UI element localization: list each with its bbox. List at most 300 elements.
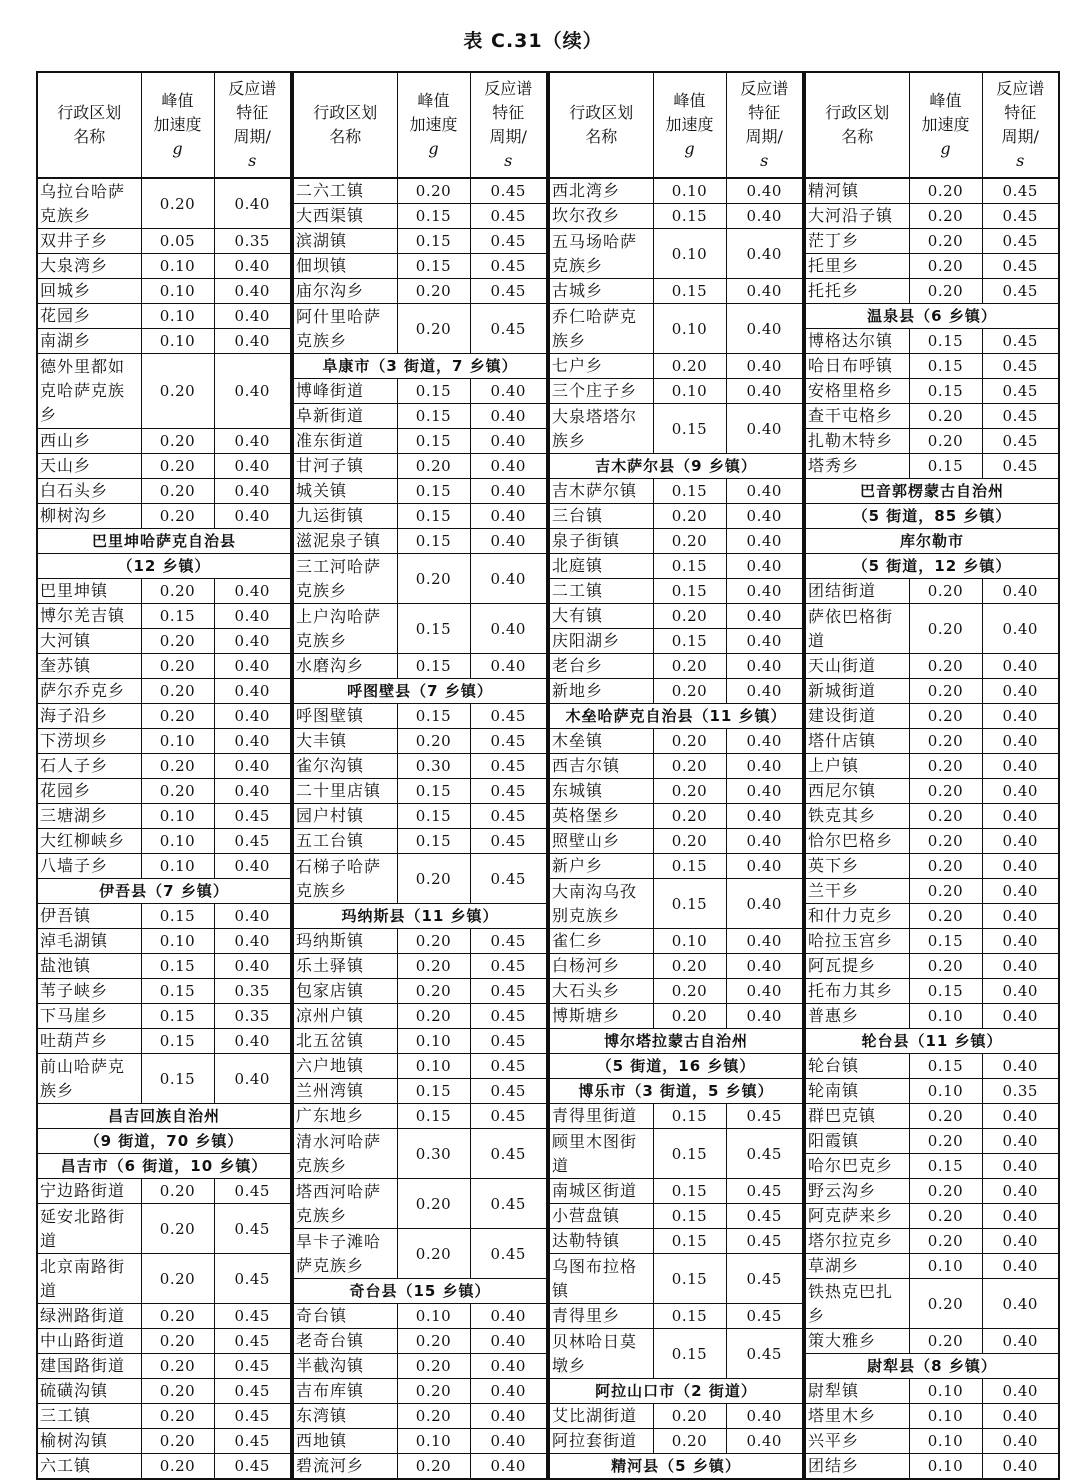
response-spectrum-period: 0.45 — [470, 854, 547, 904]
table-row — [293, 929, 547, 954]
peak-acceleration: 0.15 — [397, 829, 470, 854]
region-name: 新地乡 — [549, 679, 653, 704]
region-name: 佃坝镇 — [293, 254, 397, 279]
peak-acceleration: 0.10 — [653, 178, 726, 204]
table-row — [805, 1204, 1059, 1229]
response-spectrum-period: 0.40 — [982, 1254, 1059, 1279]
response-spectrum-period: 0.40 — [982, 579, 1059, 604]
region-name: 哈尔巴克乡 — [805, 1154, 909, 1179]
peak-acceleration: 0.15 — [141, 1029, 214, 1054]
table-row — [37, 1404, 291, 1429]
region-name: 旱卡子滩哈萨克族乡 — [293, 1229, 397, 1279]
section-heading: 尉犁县（8 乡镇） — [805, 1354, 1059, 1379]
region-name: 轮台镇 — [805, 1054, 909, 1079]
peak-acceleration: 0.15 — [653, 1104, 726, 1129]
region-name: 天山乡 — [37, 454, 141, 479]
response-spectrum-period: 0.40 — [214, 178, 291, 229]
peak-acceleration: 0.20 — [141, 1404, 214, 1429]
table-row — [805, 379, 1059, 404]
response-spectrum-period: 0.40 — [214, 754, 291, 779]
response-spectrum-period: 0.45 — [214, 804, 291, 829]
response-spectrum-period: 0.35 — [214, 1004, 291, 1029]
region-name: 中山路街道 — [37, 1329, 141, 1354]
table-row — [805, 804, 1059, 829]
region-name: 和什力克乡 — [805, 904, 909, 929]
peak-acceleration: 0.15 — [653, 479, 726, 504]
peak-acceleration: 0.20 — [653, 354, 726, 379]
table-row — [293, 654, 547, 679]
peak-acceleration: 0.20 — [397, 929, 470, 954]
response-spectrum-period: 0.40 — [982, 1429, 1059, 1454]
peak-acceleration: 0.20 — [397, 1004, 470, 1029]
table-row — [549, 779, 803, 804]
response-spectrum-period: 0.45 — [470, 1179, 547, 1229]
region-name: 阜新街道 — [293, 404, 397, 429]
peak-acceleration: 0.20 — [141, 1179, 214, 1204]
header-period-line: 特征 — [748, 103, 781, 122]
response-spectrum-period: 0.45 — [982, 279, 1059, 304]
peak-acceleration: 0.15 — [653, 1204, 726, 1229]
header-pga-line: 加速度 — [665, 115, 714, 134]
region-name: 安格里格乡 — [805, 379, 909, 404]
region-name: 托托乡 — [805, 279, 909, 304]
response-spectrum-period: 0.40 — [470, 1454, 547, 1480]
table-row — [293, 1354, 547, 1379]
peak-acceleration: 0.20 — [909, 879, 982, 904]
response-spectrum-period: 0.45 — [982, 178, 1059, 204]
response-spectrum-period: 0.40 — [726, 379, 803, 404]
response-spectrum-period: 0.40 — [982, 904, 1059, 929]
table-row — [805, 1379, 1059, 1404]
table-row — [37, 178, 291, 229]
region-name: 北庭镇 — [549, 554, 653, 579]
region-name: 吐葫芦乡 — [37, 1029, 141, 1054]
peak-acceleration: 0.20 — [909, 754, 982, 779]
table-row — [293, 254, 547, 279]
peak-acceleration: 0.20 — [397, 304, 470, 354]
region-name: 硫磺沟镇 — [37, 1379, 141, 1404]
header-name — [805, 72, 909, 178]
response-spectrum-period: 0.45 — [982, 404, 1059, 429]
header-pga-line: 加速度 — [921, 115, 970, 134]
region-name: 大河沿子镇 — [805, 204, 909, 229]
table-row — [37, 354, 291, 429]
table-row — [37, 779, 291, 804]
peak-acceleration: 0.20 — [653, 804, 726, 829]
table-row — [805, 929, 1059, 954]
region-name: 北京南路街道 — [37, 1254, 141, 1304]
region-name: 甘河子镇 — [293, 454, 397, 479]
peak-acceleration: 0.20 — [397, 454, 470, 479]
header-period-line: 周期/ — [1001, 127, 1039, 146]
table-row — [549, 204, 803, 229]
table-row — [805, 879, 1059, 904]
table-row — [37, 654, 291, 679]
peak-acceleration: 0.15 — [909, 929, 982, 954]
region-name: 博峰街道 — [293, 379, 397, 404]
table-row — [805, 1229, 1059, 1254]
table-row — [37, 1429, 291, 1454]
response-spectrum-period: 0.45 — [982, 329, 1059, 354]
response-spectrum-period: 0.45 — [982, 204, 1059, 229]
table-row — [805, 279, 1059, 304]
table-row — [293, 604, 547, 654]
region-name: 大红柳峡乡 — [37, 829, 141, 854]
section-row — [37, 1154, 291, 1179]
peak-acceleration: 0.15 — [397, 529, 470, 554]
response-spectrum-period: 0.40 — [214, 304, 291, 329]
response-spectrum-period: 0.40 — [214, 504, 291, 529]
region-name: 新城街道 — [805, 679, 909, 704]
region-name: 塔西河哈萨克族乡 — [293, 1179, 397, 1229]
header-period — [214, 72, 291, 178]
header-period-line: 周期/ — [745, 127, 783, 146]
peak-acceleration: 0.15 — [653, 1229, 726, 1254]
response-spectrum-period: 0.35 — [214, 979, 291, 1004]
header-pga-line: 峰值 — [417, 91, 450, 110]
peak-acceleration: 0.20 — [141, 754, 214, 779]
region-name: 六户地镇 — [293, 1054, 397, 1079]
table-row — [293, 1329, 547, 1354]
peak-acceleration: 0.15 — [653, 1179, 726, 1204]
response-spectrum-period: 0.40 — [726, 854, 803, 879]
region-name: 群巴克镇 — [805, 1104, 909, 1129]
region-name: 五马场哈萨克族乡 — [549, 229, 653, 279]
section-heading: 巴里坤哈萨克自治县 — [37, 529, 291, 554]
response-spectrum-period: 0.40 — [726, 929, 803, 954]
header-pga — [653, 72, 726, 178]
table-row — [805, 779, 1059, 804]
peak-acceleration: 0.15 — [653, 1329, 726, 1379]
response-spectrum-period: 0.40 — [470, 404, 547, 429]
peak-acceleration: 0.20 — [909, 704, 982, 729]
peak-acceleration: 0.20 — [141, 1354, 214, 1379]
table-row — [293, 229, 547, 254]
table-row — [805, 1104, 1059, 1129]
response-spectrum-period: 0.45 — [470, 804, 547, 829]
region-name: 淖毛湖镇 — [37, 929, 141, 954]
table-row — [293, 304, 547, 354]
peak-acceleration: 0.20 — [653, 954, 726, 979]
peak-acceleration: 0.10 — [397, 1429, 470, 1454]
region-name: 西地镇 — [293, 1429, 397, 1454]
region-name: 萨尔乔克乡 — [37, 679, 141, 704]
response-spectrum-period: 0.40 — [726, 178, 803, 204]
region-name: 老台乡 — [549, 654, 653, 679]
peak-acceleration: 0.20 — [909, 779, 982, 804]
peak-acceleration: 0.20 — [141, 1379, 214, 1404]
table-column-2 — [292, 71, 548, 1480]
region-name: 奎苏镇 — [37, 654, 141, 679]
region-name: 白杨河乡 — [549, 954, 653, 979]
peak-acceleration: 0.15 — [397, 704, 470, 729]
region-name: 南湖乡 — [37, 329, 141, 354]
peak-acceleration: 0.15 — [141, 904, 214, 929]
table-row — [805, 1404, 1059, 1429]
region-name: 老奇台镇 — [293, 1329, 397, 1354]
region-name: 水磨沟乡 — [293, 654, 397, 679]
header-period-line: 反应谱 — [740, 79, 789, 98]
table-row — [805, 354, 1059, 379]
region-name: 滨湖镇 — [293, 229, 397, 254]
header-row — [549, 72, 803, 178]
peak-acceleration: 0.15 — [141, 1054, 214, 1104]
region-name: 大泉塔塔尔族乡 — [549, 404, 653, 454]
response-spectrum-period: 0.40 — [214, 629, 291, 654]
region-name: 三工镇 — [37, 1404, 141, 1429]
peak-acceleration: 0.20 — [141, 704, 214, 729]
region-name: 照壁山乡 — [549, 829, 653, 854]
peak-acceleration: 0.15 — [397, 479, 470, 504]
peak-acceleration: 0.15 — [653, 854, 726, 879]
table-row — [549, 579, 803, 604]
response-spectrum-period: 0.40 — [470, 429, 547, 454]
peak-acceleration: 0.15 — [909, 454, 982, 479]
response-spectrum-period: 0.40 — [726, 829, 803, 854]
region-name: 上户沟哈萨克族乡 — [293, 604, 397, 654]
table-row — [37, 1179, 291, 1204]
table-row — [293, 804, 547, 829]
peak-acceleration: 0.10 — [141, 304, 214, 329]
region-name: 东城镇 — [549, 779, 653, 804]
header-period-line: 反应谱 — [484, 79, 533, 98]
region-name: 阿拉套街道 — [549, 1429, 653, 1454]
response-spectrum-period: 0.40 — [982, 654, 1059, 679]
section-heading: 阿拉山口市（2 街道） — [549, 1379, 803, 1404]
region-name: 上户镇 — [805, 754, 909, 779]
response-spectrum-period: 0.35 — [982, 1079, 1059, 1104]
response-spectrum-period: 0.45 — [214, 1429, 291, 1454]
table-row — [293, 554, 547, 604]
response-spectrum-period: 0.40 — [982, 829, 1059, 854]
region-name: 庆阳湖乡 — [549, 629, 653, 654]
header-name-line: 名称 — [329, 127, 362, 146]
response-spectrum-period: 0.40 — [726, 204, 803, 229]
response-spectrum-period: 0.40 — [470, 1329, 547, 1354]
header-pga-line: g — [684, 139, 695, 158]
table-row — [37, 854, 291, 879]
region-name: 艾比湖街道 — [549, 1404, 653, 1429]
response-spectrum-period: 0.45 — [982, 254, 1059, 279]
section-heading: 温泉县（6 乡镇） — [805, 304, 1059, 329]
region-name: 北五岔镇 — [293, 1029, 397, 1054]
peak-acceleration: 0.10 — [909, 1079, 982, 1104]
section-heading: （12 乡镇） — [37, 554, 291, 579]
region-name: 阿克萨来乡 — [805, 1204, 909, 1229]
table-row — [805, 1429, 1059, 1454]
table-row — [549, 504, 803, 529]
section-row — [805, 554, 1059, 579]
response-spectrum-period: 0.45 — [214, 1204, 291, 1254]
table-row — [549, 229, 803, 279]
section-row — [805, 1354, 1059, 1379]
region-name: 哈日布呼镇 — [805, 354, 909, 379]
peak-acceleration: 0.20 — [909, 679, 982, 704]
peak-acceleration: 0.20 — [397, 1404, 470, 1429]
table-row — [293, 404, 547, 429]
peak-acceleration: 0.20 — [909, 1104, 982, 1129]
region-name: 南城区街道 — [549, 1179, 653, 1204]
peak-acceleration: 0.20 — [141, 1454, 214, 1480]
response-spectrum-period: 0.40 — [726, 279, 803, 304]
region-name: 延安北路街道 — [37, 1204, 141, 1254]
response-spectrum-period: 0.35 — [214, 229, 291, 254]
response-spectrum-period: 0.40 — [470, 1404, 547, 1429]
region-name: 榆树沟镇 — [37, 1429, 141, 1454]
response-spectrum-period: 0.40 — [726, 1004, 803, 1029]
region-name: 西吉尔镇 — [549, 754, 653, 779]
region-name: 博尔羌吉镇 — [37, 604, 141, 629]
response-spectrum-period: 0.40 — [214, 1054, 291, 1104]
response-spectrum-period: 0.40 — [982, 1229, 1059, 1254]
peak-acceleration: 0.10 — [653, 929, 726, 954]
response-spectrum-period: 0.40 — [470, 604, 547, 654]
region-name: 七户乡 — [549, 354, 653, 379]
table-row — [549, 829, 803, 854]
peak-acceleration: 0.10 — [653, 304, 726, 354]
response-spectrum-period: 0.40 — [726, 654, 803, 679]
peak-acceleration: 0.20 — [397, 1329, 470, 1354]
table-column-3 — [548, 71, 804, 1480]
region-name: 玛纳斯镇 — [293, 929, 397, 954]
table-row — [37, 829, 291, 854]
peak-acceleration: 0.15 — [909, 979, 982, 1004]
response-spectrum-period: 0.40 — [726, 479, 803, 504]
response-spectrum-period: 0.45 — [214, 1254, 291, 1304]
table-row — [37, 304, 291, 329]
peak-acceleration: 0.20 — [653, 829, 726, 854]
peak-acceleration: 0.20 — [909, 729, 982, 754]
response-spectrum-period: 0.40 — [470, 1379, 547, 1404]
table-row — [805, 1454, 1059, 1480]
table-row — [549, 879, 803, 929]
peak-acceleration: 0.20 — [653, 979, 726, 1004]
table-row — [805, 654, 1059, 679]
region-name: 策大雅乡 — [805, 1329, 909, 1354]
table-row — [549, 1254, 803, 1304]
response-spectrum-period: 0.40 — [726, 779, 803, 804]
section-heading: 轮台县（11 乡镇） — [805, 1029, 1059, 1054]
table-row — [37, 1254, 291, 1304]
peak-acceleration: 0.15 — [909, 379, 982, 404]
response-spectrum-period: 0.45 — [982, 454, 1059, 479]
region-name: 五工台镇 — [293, 829, 397, 854]
region-name: 团结乡 — [805, 1454, 909, 1480]
region-name: 庙尔沟乡 — [293, 279, 397, 304]
table-row — [549, 304, 803, 354]
section-heading: （5 街道，16 乡镇） — [549, 1054, 803, 1079]
region-name: 德外里都如克哈萨克族乡 — [37, 354, 141, 429]
peak-acceleration: 0.15 — [653, 554, 726, 579]
peak-acceleration: 0.15 — [653, 579, 726, 604]
peak-acceleration: 0.15 — [397, 654, 470, 679]
peak-acceleration: 0.10 — [909, 1379, 982, 1404]
header-period-line: 反应谱 — [228, 79, 277, 98]
peak-acceleration: 0.20 — [909, 1129, 982, 1154]
response-spectrum-period: 0.40 — [982, 1404, 1059, 1429]
region-name: 博格达尔镇 — [805, 329, 909, 354]
header-name-line: 行政区划 — [57, 103, 122, 122]
header-pga-line: g — [940, 139, 951, 158]
table-row — [37, 1304, 291, 1329]
region-name: 白石头乡 — [37, 479, 141, 504]
peak-acceleration: 0.20 — [653, 1404, 726, 1429]
region-name: 乐土驿镇 — [293, 954, 397, 979]
table-row — [293, 178, 547, 204]
region-name: 八墙子乡 — [37, 854, 141, 879]
response-spectrum-period: 0.45 — [214, 829, 291, 854]
table-row — [805, 1154, 1059, 1179]
response-spectrum-period: 0.40 — [470, 379, 547, 404]
table-row — [293, 1379, 547, 1404]
response-spectrum-period: 0.45 — [726, 1129, 803, 1179]
table-row — [549, 804, 803, 829]
peak-acceleration: 0.20 — [141, 1329, 214, 1354]
region-name: 托里乡 — [805, 254, 909, 279]
table-row — [293, 429, 547, 454]
response-spectrum-period: 0.40 — [726, 529, 803, 554]
section-row — [37, 879, 291, 904]
table-row — [805, 254, 1059, 279]
table-row — [549, 529, 803, 554]
region-name: 花园乡 — [37, 779, 141, 804]
response-spectrum-period: 0.40 — [470, 454, 547, 479]
peak-acceleration: 0.30 — [397, 1129, 470, 1179]
response-spectrum-period: 0.45 — [214, 1304, 291, 1329]
header-period-line: 特征 — [492, 103, 525, 122]
response-spectrum-period: 0.40 — [214, 604, 291, 629]
header-period-line: 特征 — [1004, 103, 1037, 122]
section-heading: 库尔勒市 — [805, 529, 1059, 554]
response-spectrum-period: 0.45 — [726, 1104, 803, 1129]
response-spectrum-period: 0.40 — [982, 1454, 1059, 1480]
region-name: 塔尔拉克乡 — [805, 1229, 909, 1254]
response-spectrum-period: 0.40 — [726, 579, 803, 604]
section-row — [549, 704, 803, 729]
table-row — [549, 1329, 803, 1379]
response-spectrum-period: 0.40 — [470, 1304, 547, 1329]
table-row — [805, 329, 1059, 354]
header-pga — [909, 72, 982, 178]
response-spectrum-period: 0.45 — [470, 729, 547, 754]
response-spectrum-period: 0.40 — [982, 1279, 1059, 1329]
header-row — [293, 72, 547, 178]
peak-acceleration: 0.20 — [653, 679, 726, 704]
region-name: 石人子乡 — [37, 754, 141, 779]
region-name: 雀尔沟镇 — [293, 754, 397, 779]
region-name: 乌拉台哈萨克族乡 — [37, 178, 141, 229]
table-row — [549, 554, 803, 579]
table-row — [37, 1354, 291, 1379]
region-name: 园户村镇 — [293, 804, 397, 829]
peak-acceleration: 0.20 — [909, 178, 982, 204]
table-row — [805, 854, 1059, 879]
peak-acceleration: 0.20 — [653, 604, 726, 629]
header-pga-line: 加速度 — [153, 115, 202, 134]
peak-acceleration: 0.20 — [141, 178, 214, 229]
table-row — [37, 954, 291, 979]
region-name: 绿洲路街道 — [37, 1304, 141, 1329]
region-name: 萨依巴格街道 — [805, 604, 909, 654]
response-spectrum-period: 0.40 — [982, 1179, 1059, 1204]
region-name: 顾里木图街道 — [549, 1129, 653, 1179]
region-name: 野云沟乡 — [805, 1179, 909, 1204]
region-name: 下涝坝乡 — [37, 729, 141, 754]
peak-acceleration: 0.15 — [909, 329, 982, 354]
region-name: 博斯塘乡 — [549, 1004, 653, 1029]
peak-acceleration: 0.20 — [397, 178, 470, 204]
peak-acceleration: 0.10 — [141, 804, 214, 829]
